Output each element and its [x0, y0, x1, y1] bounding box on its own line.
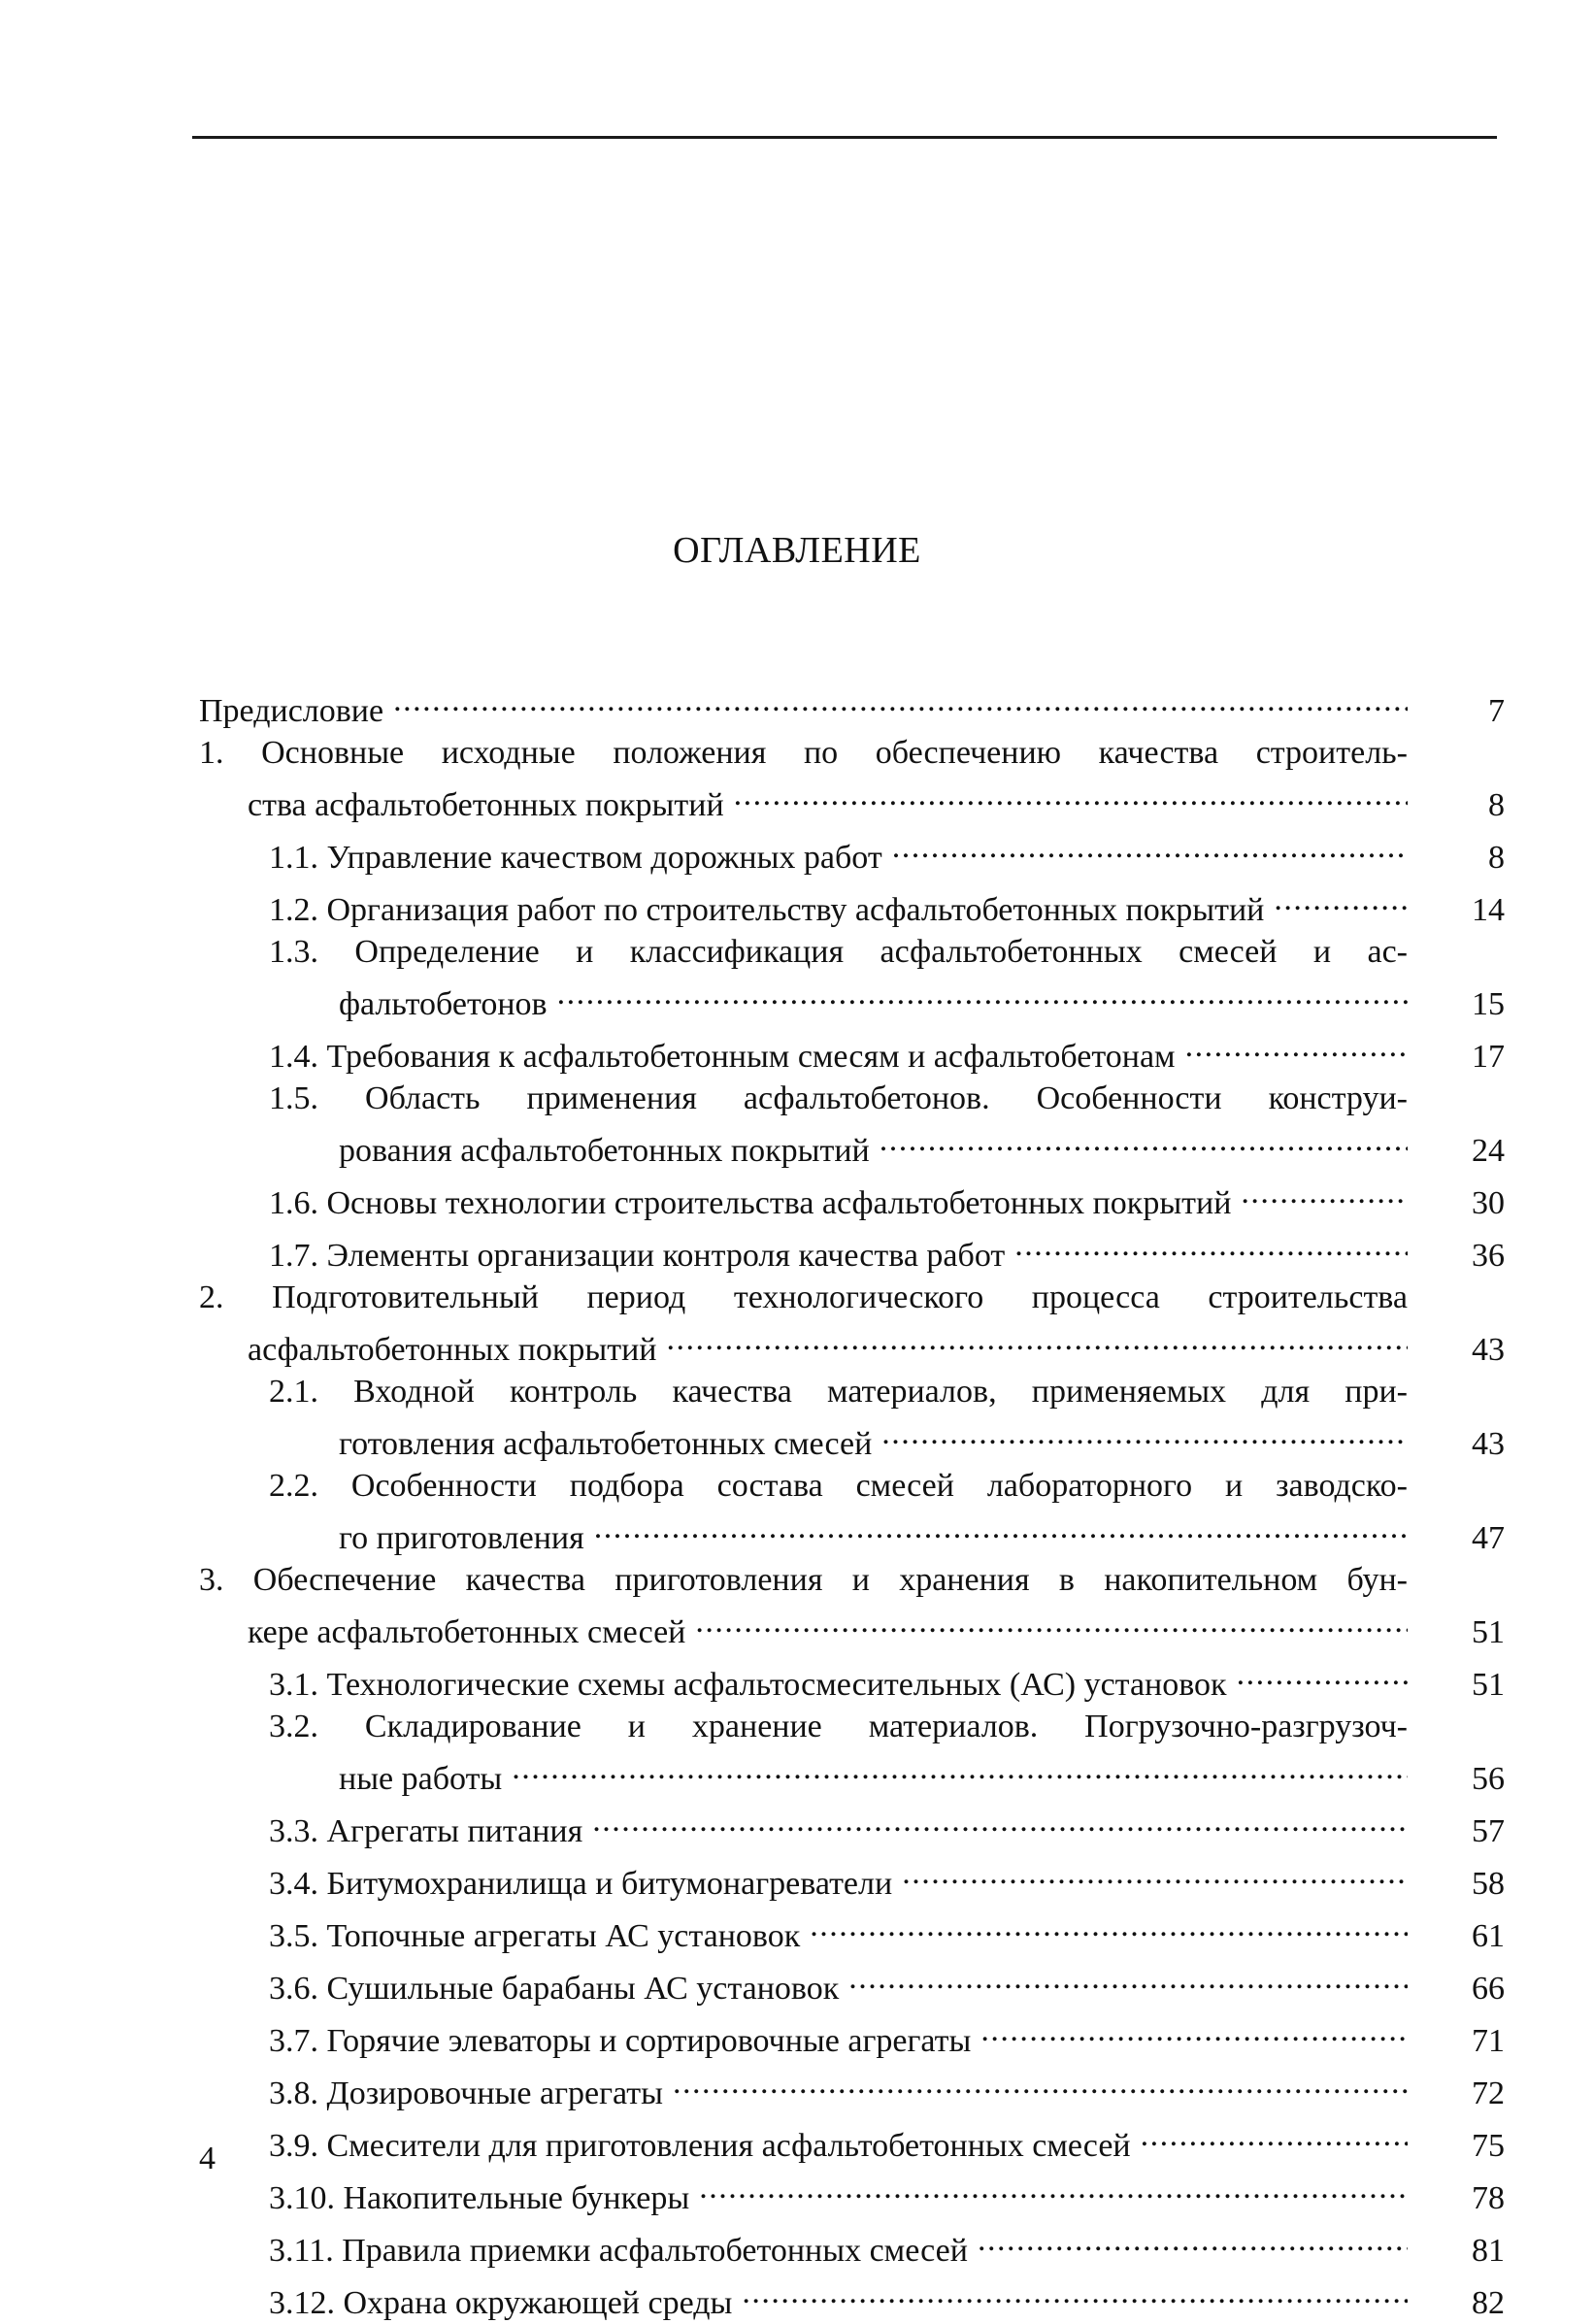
toc-entry[interactable] [199, 1224, 1505, 1277]
toc-entry-text: 1. Основные исходные положения по обеспечению качества строитель- [199, 735, 1408, 771]
table-of-contents [199, 680, 1505, 2324]
dot-leader [881, 1412, 1408, 1454]
toc-entry[interactable] [199, 1905, 1505, 1957]
dot-leader [594, 1507, 1408, 1548]
dot-leader [880, 1119, 1408, 1161]
toc-page-number: 8 [1488, 840, 1505, 876]
toc-page-number: 82 [1472, 2285, 1505, 2321]
toc-entry[interactable] [199, 1852, 1505, 1905]
toc-page-number: 15 [1472, 986, 1505, 1022]
toc-entry[interactable] [199, 1277, 1505, 1371]
toc-entry[interactable] [199, 2114, 1505, 2167]
dot-leader [393, 680, 1408, 721]
dot-leader [695, 1601, 1408, 1643]
toc-entry-text: го приготовления [339, 1520, 584, 1556]
toc-entry[interactable] [199, 1078, 1505, 1172]
dot-leader [557, 973, 1408, 1014]
toc-entry-text: 1.6. Основы технологии строительства асфальтобетонных покрытий [269, 1185, 1232, 1221]
toc-page-number: 36 [1472, 1238, 1505, 1274]
dot-leader [699, 2167, 1408, 2208]
toc-page-number: 72 [1472, 2075, 1505, 2111]
toc-page-number: 51 [1472, 1667, 1505, 1703]
dot-leader [1274, 879, 1408, 920]
toc-entry-text: 1.7. Элементы организации контроля качества работ [269, 1238, 1006, 1274]
toc-entry-text: фальтобетонов [339, 986, 548, 1022]
toc-page-number: 81 [1472, 2233, 1505, 2269]
toc-entry[interactable] [199, 2272, 1505, 2324]
toc-entry[interactable] [199, 879, 1505, 931]
toc-entry-text: 3. Обеспечение качества приготовления и хранения в накопительном бун- [199, 1562, 1408, 1598]
toc-entry-text: ства асфальтобетонных покрытий [248, 787, 724, 823]
toc-entry[interactable] [199, 1800, 1505, 1852]
dot-leader [848, 1957, 1408, 1999]
toc-entry-text: 3.6. Сушильные барабаны АС установок [269, 1971, 840, 2007]
dot-leader [1014, 1224, 1408, 1266]
toc-entry-text: Предисловие [199, 693, 384, 729]
dot-leader [902, 1852, 1408, 1894]
page-title: ОГЛАВЛЕНИЕ [673, 530, 921, 571]
toc-entry[interactable] [199, 931, 1505, 1025]
toc-entry-text: 1.3. Определение и классификация асфальтобетонных смесей и ас- [269, 934, 1408, 970]
toc-entry-text: 2.1. Входной контроль качества материалов, применяемых для при- [269, 1374, 1408, 1410]
toc-page-number: 66 [1472, 1971, 1505, 2007]
toc-entry-text: кере асфальтобетонных смесей [248, 1614, 686, 1650]
toc-entry[interactable] [199, 2009, 1505, 2062]
dot-leader [742, 2272, 1408, 2313]
toc-page-number: 58 [1472, 1866, 1505, 1902]
toc-page-number: 61 [1472, 1918, 1505, 1954]
toc-page-number: 43 [1472, 1332, 1505, 1368]
toc-entry[interactable] [199, 1653, 1505, 1706]
toc-entry-text: 3.11. Правила приемки асфальтобетонных смесей [269, 2233, 968, 2269]
toc-page-number: 78 [1472, 2180, 1505, 2216]
toc-entry-text: 3.1. Технологические схемы асфальтосмесительных (АС) установок [269, 1667, 1227, 1703]
toc-page-number: 17 [1472, 1039, 1505, 1075]
toc-entry-text: 1.2. Организация работ по строительству асфальтобетонных покрытий [269, 892, 1265, 928]
toc-entry-text: рования асфальтобетонных покрытий [339, 1133, 870, 1169]
dot-leader [1141, 2114, 1408, 2156]
toc-page-number: 14 [1472, 892, 1505, 928]
toc-entry[interactable] [199, 1025, 1505, 1078]
toc-entry[interactable] [199, 1706, 1505, 1800]
toc-entry-text: 3.5. Топочные агрегаты АС установок [269, 1918, 801, 1954]
dot-leader [592, 1800, 1408, 1842]
toc-page-number: 47 [1472, 1520, 1505, 1556]
toc-page-number: 71 [1472, 2023, 1505, 2059]
toc-entry[interactable] [199, 1172, 1505, 1224]
dot-leader [1185, 1025, 1408, 1067]
toc-entry[interactable] [199, 680, 1505, 732]
toc-entry[interactable] [199, 1957, 1505, 2009]
dot-leader [892, 826, 1408, 868]
toc-entry-text: 3.7. Горячие элеваторы и сортировочные агрегаты [269, 2023, 972, 2059]
dot-leader [978, 2219, 1408, 2261]
toc-page-number: 56 [1472, 1761, 1505, 1797]
dot-leader [1241, 1172, 1408, 1213]
toc-entry-text: 1.4. Требования к асфальтобетонным смесям и асфальтобетонам [269, 1039, 1176, 1075]
dot-leader [512, 1747, 1408, 1789]
toc-entry[interactable] [199, 2219, 1505, 2272]
toc-entry[interactable] [199, 1465, 1505, 1559]
toc-entry[interactable] [199, 826, 1505, 879]
toc-entry-text: 3.10. Накопительные бункеры [269, 2180, 690, 2216]
toc-page-number: 7 [1488, 693, 1505, 729]
page-number: 4 [199, 2141, 216, 2176]
dot-leader [673, 2062, 1408, 2104]
toc-page-number: 24 [1472, 1133, 1505, 1169]
header-rule [192, 136, 1497, 139]
toc-page-number: 30 [1472, 1185, 1505, 1221]
toc-entry-text: асфальтобетонных покрытий [248, 1332, 657, 1368]
toc-entry-text: ные работы [339, 1761, 503, 1797]
dot-leader [1237, 1653, 1408, 1695]
toc-entry-text: 3.2. Складирование и хранение материалов. Погрузочно-разгрузоч- [269, 1709, 1408, 1744]
toc-entry-text: 1.5. Область применения асфальтобетонов. Особенности конструи- [269, 1080, 1408, 1116]
toc-entry-text: 3.4. Битумохранилища и битумонагреватели [269, 1866, 893, 1902]
toc-entry-text: 3.12. Охрана окружающей среды [269, 2285, 733, 2321]
toc-entry[interactable] [199, 1559, 1505, 1653]
toc-entry-text: 3.9. Смесители для приготовления асфальтобетонных смесей [269, 2128, 1131, 2164]
dot-leader [734, 774, 1408, 815]
dot-leader [810, 1905, 1408, 1946]
toc-entry[interactable] [199, 732, 1505, 826]
toc-page-number: 8 [1488, 787, 1505, 823]
dot-leader [980, 2009, 1408, 2051]
toc-entry-text: 2. Подготовительный период технологического процесса строительства [199, 1279, 1408, 1315]
toc-page-number: 43 [1472, 1426, 1505, 1462]
toc-page-number: 51 [1472, 1614, 1505, 1650]
toc-entry-text: 3.3. Агрегаты питания [269, 1813, 583, 1849]
toc-page-number: 75 [1472, 2128, 1505, 2164]
toc-entry-text: 3.8. Дозировочные агрегаты [269, 2075, 663, 2111]
toc-entry[interactable] [199, 2167, 1505, 2219]
dot-leader [667, 1318, 1409, 1360]
toc-entry[interactable] [199, 2062, 1505, 2114]
toc-entry-text: 1.1. Управление качеством дорожных работ [269, 840, 882, 876]
toc-entry-text: готовления асфальтобетонных смесей [339, 1426, 873, 1462]
toc-entry-text: 2.2. Особенности подбора состава смесей лабораторного и заводско- [269, 1468, 1408, 1504]
toc-page-number: 57 [1472, 1813, 1505, 1849]
toc-entry[interactable] [199, 1371, 1505, 1465]
